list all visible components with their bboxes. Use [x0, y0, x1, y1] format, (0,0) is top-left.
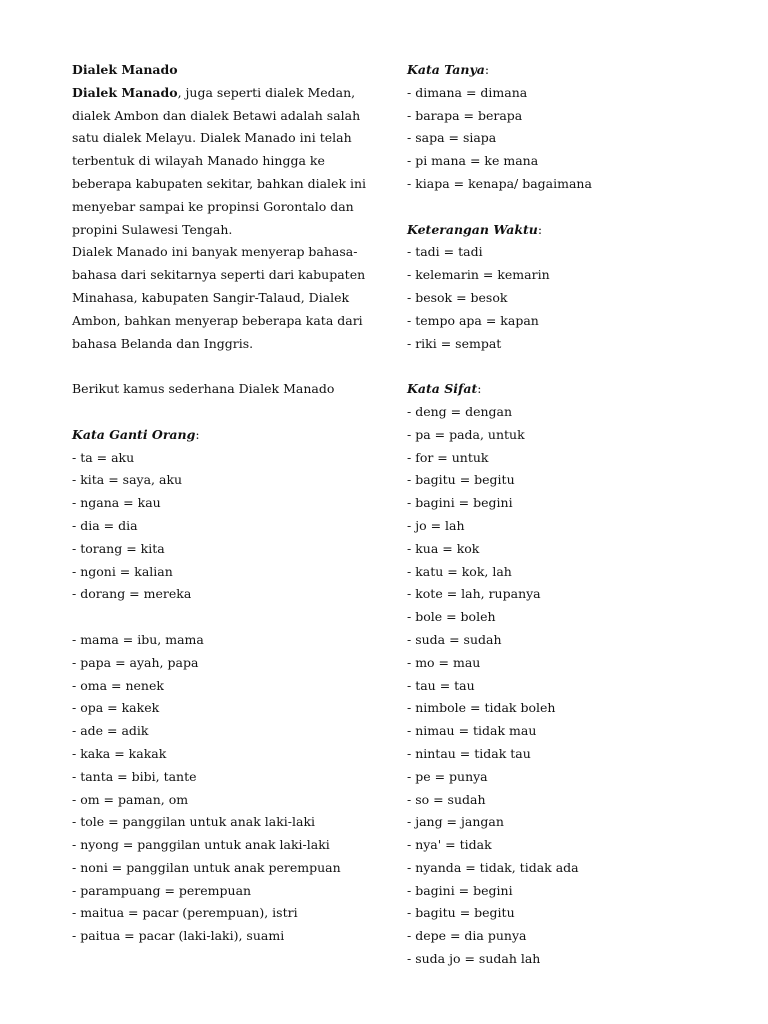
- list-item: - bagini = begini: [407, 882, 513, 898]
- list-item: - tau = tau: [407, 677, 475, 693]
- list-item: - tadi = tadi: [407, 244, 483, 260]
- spacer: [72, 401, 372, 424]
- list-item: - nyanda = tidak, tidak ada: [407, 859, 579, 875]
- list-item: - ta = aku: [72, 449, 135, 465]
- list-item: - jo = lah: [407, 517, 465, 533]
- section-heading-kata-tanya: Kata Tanya:: [407, 62, 490, 77]
- intro-line: bahasa dari sekitarnya seperti dari kabupaten: [72, 267, 366, 283]
- list-item: - bole = boleh: [407, 609, 496, 625]
- list-item: - tempo apa = kapan: [407, 312, 539, 328]
- list-item: - sapa = siapa: [407, 130, 497, 146]
- list-item: - parampuang = perempuan: [72, 882, 252, 898]
- list-item: - dia = dia: [72, 517, 138, 533]
- section-heading-keterangan-waktu: Keterangan Waktu:: [407, 221, 543, 237]
- list-item: - dorang = mereka: [72, 586, 192, 602]
- list-item: - kiapa = kenapa/ bagaimana: [407, 175, 592, 191]
- kata-sifat-list: [407, 401, 707, 971]
- list-item: - kua = kok: [407, 540, 480, 556]
- list-item: - pi mana = ke mana: [407, 153, 539, 169]
- list-item: - bagitu = begitu: [407, 905, 515, 921]
- list-item: - depe = dia punya: [407, 928, 527, 944]
- list-item: - om = paman, om: [72, 791, 189, 807]
- heading-text: Kata Ganti Orang: [72, 426, 196, 442]
- list-item: - opa = kakek: [72, 700, 160, 716]
- list-item: - for = untuk: [407, 449, 489, 465]
- spacer: [72, 355, 372, 378]
- intro-line: Ambon, bahkan menyerap beberapa kata dari: [72, 312, 363, 328]
- list-item: - besok = besok: [407, 289, 508, 305]
- intro-bold-term: Dialek Manado: [72, 84, 178, 100]
- intro-text: , juga seperti dialek Medan,: [177, 84, 356, 100]
- list-item: - deng = dengan: [407, 403, 513, 419]
- list-item: - maitua = pacar (perempuan), istri: [72, 905, 298, 921]
- spacer: [407, 196, 707, 219]
- left-column: [72, 59, 372, 948]
- section-heading-kata-ganti: Kata Ganti Orang:: [72, 426, 200, 442]
- list-item: - noni = panggilan untuk anak perempuan: [72, 859, 341, 875]
- kata-tanya-list: [407, 82, 707, 196]
- list-item: - pe = punya: [407, 768, 488, 784]
- list-item: - ngoni = kalian: [72, 563, 173, 579]
- heading-text: Kata Sifat: [407, 381, 478, 397]
- intro-line: propini Sulawesi Tengah.: [72, 221, 233, 237]
- heading-text: Kata Tanya: [407, 62, 485, 77]
- list-item: - kaka = kakak: [72, 745, 167, 761]
- list-item: - kote = lah, rupanya: [407, 586, 541, 602]
- intro-line: Minahasa, kabupaten Sangir-Talaud, Dialek: [72, 289, 350, 305]
- spacer: [72, 606, 372, 629]
- kamus-intro: Berikut kamus sederhana Dialek Manado: [72, 381, 335, 397]
- list-item: - nimau = tidak mau: [407, 723, 537, 739]
- list-item: - pa = pada, untuk: [407, 426, 525, 442]
- intro-line: dialek Ambon dan dialek Betawi adalah salah: [72, 107, 361, 123]
- section-heading-kata-sifat: Kata Sifat:: [407, 381, 482, 397]
- list-item: - katu = kok, lah: [407, 563, 512, 579]
- list-item: - dimana = dimana: [407, 84, 528, 100]
- heading-text: Keterangan Waktu: [407, 221, 538, 237]
- keterangan-waktu-list: [407, 241, 707, 355]
- list-item: - papa = ayah, papa: [72, 654, 199, 670]
- list-item: - riki = sempat: [407, 335, 502, 351]
- keluarga-list: [72, 629, 372, 948]
- kata-ganti-list: [72, 447, 372, 607]
- list-item: - nintau = tidak tau: [407, 745, 531, 761]
- list-item: - mama = ibu, mama: [72, 631, 204, 647]
- list-item: - bagitu = begitu: [407, 472, 515, 488]
- list-item: - mo = mau: [407, 654, 481, 670]
- right-column: [407, 59, 707, 971]
- list-item: - ngana = kau: [72, 495, 161, 511]
- list-item: - suda = sudah: [407, 631, 502, 647]
- intro-line: Dialek Manado ini banyak menyerap bahasa-: [72, 244, 358, 260]
- list-item: - bagini = begini: [407, 495, 513, 511]
- list-item: - tanta = bibi, tante: [72, 768, 197, 784]
- intro-line: terbentuk di wilayah Manado hingga ke: [72, 153, 325, 169]
- list-item: - oma = nenek: [72, 677, 164, 693]
- list-item: - tole = panggilan untuk anak laki-laki: [72, 814, 316, 830]
- spacer: [407, 355, 707, 378]
- document-title: Dialek Manado: [72, 62, 178, 77]
- list-item: - suda jo = sudah lah: [407, 951, 541, 967]
- list-item: - so = sudah: [407, 791, 486, 807]
- list-item: - ade = adik: [72, 723, 149, 739]
- list-item: - barapa = berapa: [407, 107, 523, 123]
- list-item: - nyong = panggilan untuk anak laki-laki: [72, 837, 330, 853]
- list-item: - nya' = tidak: [407, 837, 492, 853]
- intro-line: beberapa kabupaten sekitar, bahkan dialek ini: [72, 175, 367, 191]
- list-item: - kelemarin = kemarin: [407, 267, 550, 283]
- list-item: - jang = jangan: [407, 814, 504, 830]
- intro-line: menyebar sampai ke propinsi Gorontalo dan: [72, 198, 354, 214]
- list-item: - torang = kita: [72, 540, 165, 556]
- intro-line: [72, 82, 372, 105]
- intro-line: satu dialek Melayu. Dialek Manado ini telah: [72, 130, 352, 146]
- intro-line: bahasa Belanda dan Inggris.: [72, 335, 254, 351]
- list-item: - nimbole = tidak boleh: [407, 700, 556, 716]
- list-item: - paitua = pacar (laki-laki), suami: [72, 928, 285, 944]
- list-item: - kita = saya, aku: [72, 472, 183, 488]
